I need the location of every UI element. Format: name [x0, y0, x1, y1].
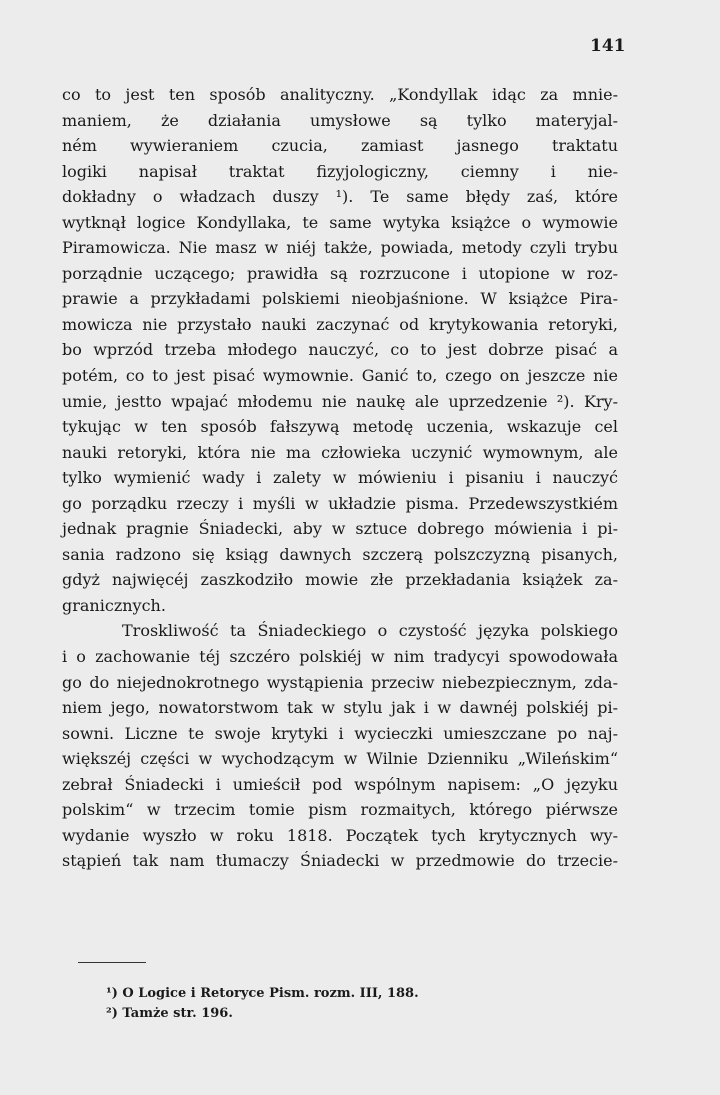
footnote: ¹) O Logice i Retoryce Pism. rozm. III, 188. [106, 986, 419, 1001]
footnote: ²) Tamże str. 196. [106, 1006, 233, 1021]
text-line: większéj części w wychodzącym w Wilnie Dzienniku „Wileńskim“ [62, 749, 618, 769]
footnote-divider [78, 962, 146, 963]
text-line: go do niejednokrotnego wystąpienia przeciw niebezpiecznym, zda- [62, 672, 618, 692]
page-number: 141 [590, 36, 626, 56]
text-line: wytknął logice Kondyllaka, te same wytyka książce o wymowie [62, 212, 618, 232]
text-line: niem jego, nowatorstwom tak w stylu jak i w dawnéj polskiéj pi- [62, 698, 618, 718]
text-line: porządnie uczącego; prawidła są rozrzucone i utopione w roz- [62, 263, 618, 283]
text-line: tylko wymienić wady i zalety w mówieniu i pisaniu i nauczyć [62, 468, 618, 488]
text-line: dokładny o władzach duszy ¹). Te same błędy zaś, które [62, 187, 618, 207]
text-line: co to jest ten sposób analityczny. „Kondyllak idąc za mnie- [62, 85, 618, 104]
text-line: prawie a przykładami polskiemi nieobjaśnione. W książce Pira- [62, 289, 618, 309]
text-line: wydanie wyszło w roku 1818. Początek tych krytycznych wy- [62, 825, 618, 845]
text-line: maniem, że działania umysłowe są tylko materyjal- [62, 110, 618, 130]
text-line: i o zachowanie téj szczéro polskiéj w nim tradycyi spowodowała [62, 647, 618, 667]
footnotes [106, 984, 419, 1024]
text-line: stąpień tak nam tłumaczy Śniadecki w przedmowie do trzecie- [62, 851, 618, 871]
text-line: umie, jestto wpajać młodemu nie naukę ale uprzedzenie ²). Kry- [62, 391, 618, 411]
body-text [62, 82, 618, 874]
text-line: bo wprzód trzeba młodego nauczyć, co to jest dobrze pisać a [62, 340, 618, 360]
text-line: granicznych. [62, 595, 166, 615]
text-line: zebrał Śniadecki i umieścił pod wspólnym napisem: „O języku [62, 774, 618, 794]
text-line: ném wywieraniem czucia, zamiast jasnego traktatu [62, 136, 618, 156]
text-line: logiki napisał traktat fizyjologiczny, ciemny i nie- [62, 161, 618, 181]
text-line: tykując w ten sposób fałszywą metodę uczenia, wskazuje cel [62, 417, 618, 437]
text-line: mowicza nie przystało nauki zaczynać od krytykowania retoryki, [62, 314, 618, 334]
text-line: potém, co to jest pisać wymownie. Ganić to, czego on jeszcze nie [62, 366, 618, 386]
text-line: go porządku rzeczy i myśli w układzie pisma. Przedewszystkiém [62, 493, 618, 513]
text-line: Piramowicza. Nie masz w niéj także, powiada, metody czyli trybu [62, 238, 618, 258]
text-line: Troskliwość ta Śniadeckiego o czystość języka polskiego [122, 621, 618, 641]
text-line: sowni. Liczne te swoje krytyki i wycieczki umieszczane po naj- [62, 723, 618, 743]
text-line: jednak pragnie Śniadecki, aby w sztuce dobrego mówienia i pi- [62, 519, 618, 539]
text-line: gdyż najwięcéj zaszkodziło mowie złe przekładania książek za- [62, 570, 618, 590]
text-line: polskim“ w trzecim tomie pism rozmaitych, którego piérwsze [62, 800, 618, 820]
text-line: nauki retoryki, która nie ma człowieka uczynić wymownym, ale [62, 442, 618, 462]
text-line: sania radzono się ksiąg dawnych szczerą polszczyzną pisanych, [62, 544, 618, 564]
